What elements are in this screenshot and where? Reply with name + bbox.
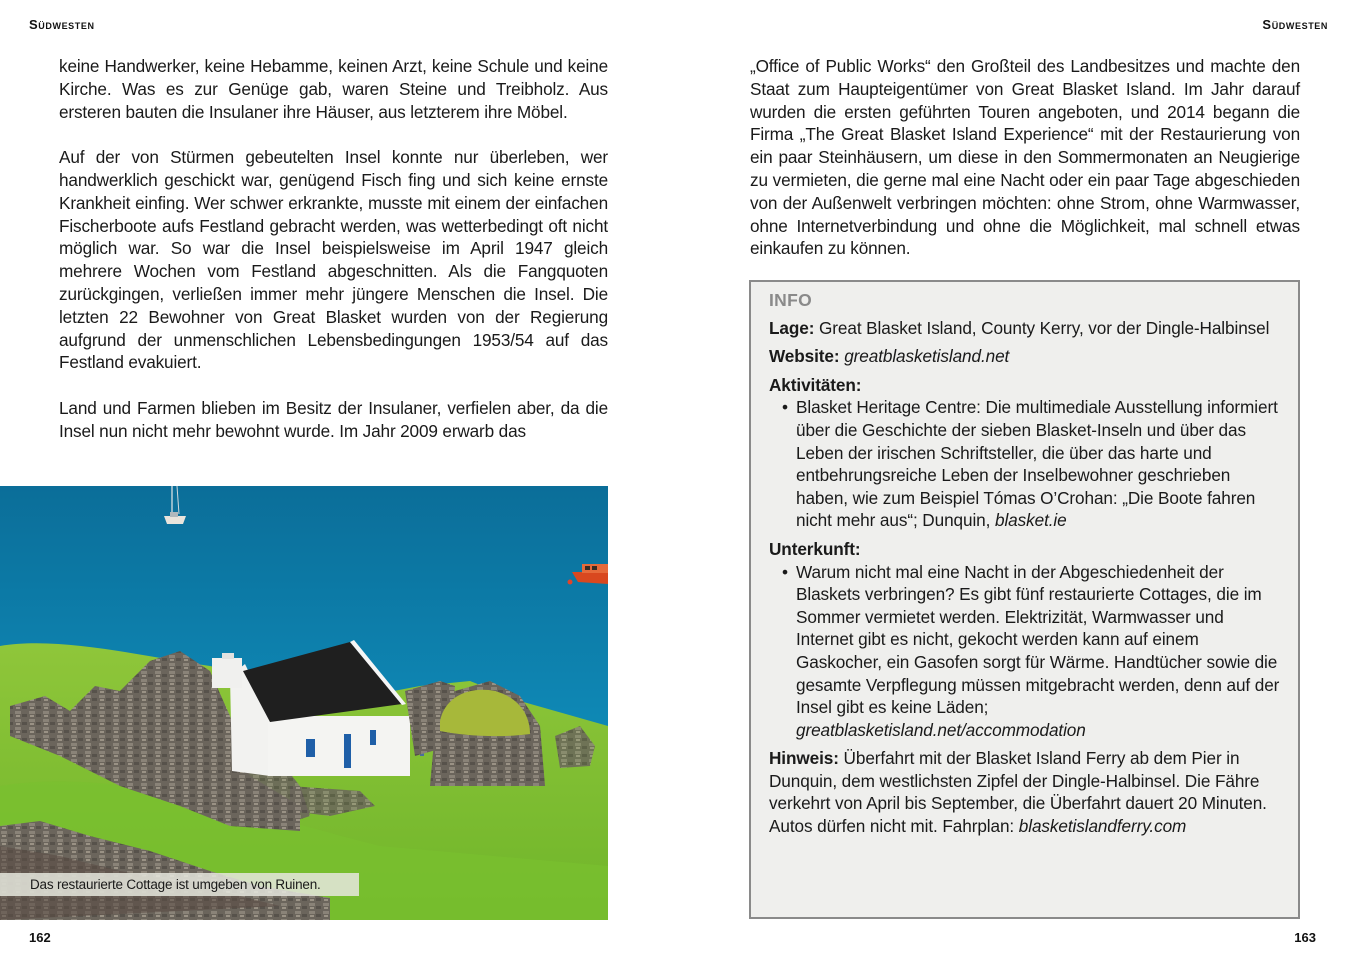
list-item bbox=[796, 396, 1280, 532]
left-page-body bbox=[59, 55, 608, 443]
accommodation-link[interactable]: greatblasketisland.net/accommodation bbox=[796, 719, 1086, 740]
paragraph: keine Handwerker, keine Hebamme, keinen Arzt, keine Schule und keine Kirche. Was es zur Genüge gab, waren Steine und Treibholz. Aus ersteren bauten die Insulaner ihre Häuser, aus letzterem ihre Möbel. bbox=[59, 56, 608, 122]
aktivitaeten-list bbox=[769, 396, 1280, 532]
info-box-title: INFO bbox=[769, 290, 813, 310]
right-page-body bbox=[750, 55, 1300, 283]
running-head-left: Südwesten bbox=[29, 17, 95, 32]
page-number-right: 163 bbox=[1294, 930, 1316, 945]
website-label: Website: bbox=[769, 346, 840, 367]
lage-value: Great Blasket Island, County Kerry, vor der Dingle-Halbinsel bbox=[814, 317, 1270, 338]
unterkunft-list bbox=[769, 561, 1280, 742]
running-head-right: Südwesten bbox=[1262, 17, 1328, 32]
cottage-photo bbox=[0, 486, 608, 920]
photo-caption: Das restaurierte Cottage ist umgeben von Ruinen. bbox=[0, 873, 359, 896]
list-item-text: Blasket Heritage Centre: Die multimediale Ausstellung informiert über die Geschichte der sieben Blasket-Inseln und über das Leben der irischen Schriftsteller, die über das harte und entbehrungsreiche Leben der Inselbewohner geschrieben haben, wie zum Beispiel Tómas O’Crohan: „Die Boote fahren nicht mehr aus“; Dunquin, bbox=[796, 397, 1278, 531]
page-number-left: 162 bbox=[29, 930, 51, 945]
info-aktivitaeten bbox=[769, 374, 1280, 532]
info-unterkunft bbox=[769, 538, 1280, 741]
paragraph: Land und Farmen blieben im Besitz der Insulaner, verfielen aber, da die Insel nun nicht mehr bewohnt wurde. Im Jahr 2009 erwarb das bbox=[59, 397, 608, 441]
info-website bbox=[769, 345, 1280, 368]
ferry-link[interactable]: blasketislandferry.com bbox=[1018, 816, 1187, 837]
hinweis-label: Hinweis: bbox=[769, 748, 839, 769]
website-link[interactable]: greatblasketisland.net bbox=[844, 346, 1010, 367]
list-item bbox=[796, 561, 1280, 742]
aktivitaeten-label: Aktivitäten: bbox=[769, 374, 862, 395]
info-box bbox=[749, 280, 1300, 919]
list-item-text: Warum nicht mal eine Nacht in der Abgeschiedenheit der Blaskets verbringen? Es gibt fünf restaurierte Cottages, die im Sommer vermietet werden. Elektrizität, Warmwasser und Internet gibt es nicht, gekocht werden kann auf einem Gaskocher, ein Gasofen sorgt für Wärme. Handtücher sowie die gesamte Verpflegung müssen mitgebracht werden, denn auf der Insel gibt es keine Läden; bbox=[796, 561, 1280, 718]
blasket-link[interactable]: blasket.ie bbox=[994, 510, 1067, 531]
hinweis-value: Überfahrt mit der Blasket Island Ferry ab dem Pier in Dunquin, dem westlichsten Zipfel der Dingle-Halbinsel. Die Fähre verkehrt von April bis September, die Überfahrt dauert 20 Minuten. Autos dürfen nicht mit. Fahrplan: bbox=[769, 748, 1267, 837]
paragraph: „Office of Public Works“ den Großteil des Landbesitzes und machte den Staat zum Haupteigentümer von Great Blasket Island. Im Jahr darauf wurden die ersten geführten Touren angeboten, und 2014 begann die Firma „The Great Blasket Island Experience“ mit der Restaurierung von ein paar Steinhäusern, um diese in den Sommermonaten an Neugierige zu vermieten, die gerne mal eine Nacht oder ein paar Tage abgeschieden von der Außenwelt verbringen möchten: ohne Strom, ohne Warmwasser, ohne Internetverbindung und ohne die Möglichkeit, mal schnell etwas einkaufen zu können. bbox=[750, 56, 1300, 259]
paragraph: Auf der von Stürmen gebeutelten Insel konnte nur überleben, wer handwerklich geschickt war, genügend Fisch fing und sich keine ernste Krankheit einfing. Wer schwer erkrankte, musste mit einem der einfachen Fischerboote aufs Festland gebracht werden, was wetterbedingt oft nicht möglich war. So war die Insel beispielsweise im April 1947 gleich mehrere Wochen vom Festland abgeschnitten. Als die Fangquoten zurückgingen, verließen immer mehr jüngere Menschen die Insel. Die letzten 22 Bewohner von Great Blasket wurden von der Regierung aufgrund der unmenschlichen Lebensbedingungen 1953/54 auf das Festland evakuiert. bbox=[59, 147, 608, 373]
unterkunft-label: Unterkunft: bbox=[769, 538, 861, 559]
info-lage bbox=[769, 317, 1280, 340]
info-hinweis bbox=[769, 747, 1280, 837]
lage-label: Lage: bbox=[769, 317, 815, 338]
